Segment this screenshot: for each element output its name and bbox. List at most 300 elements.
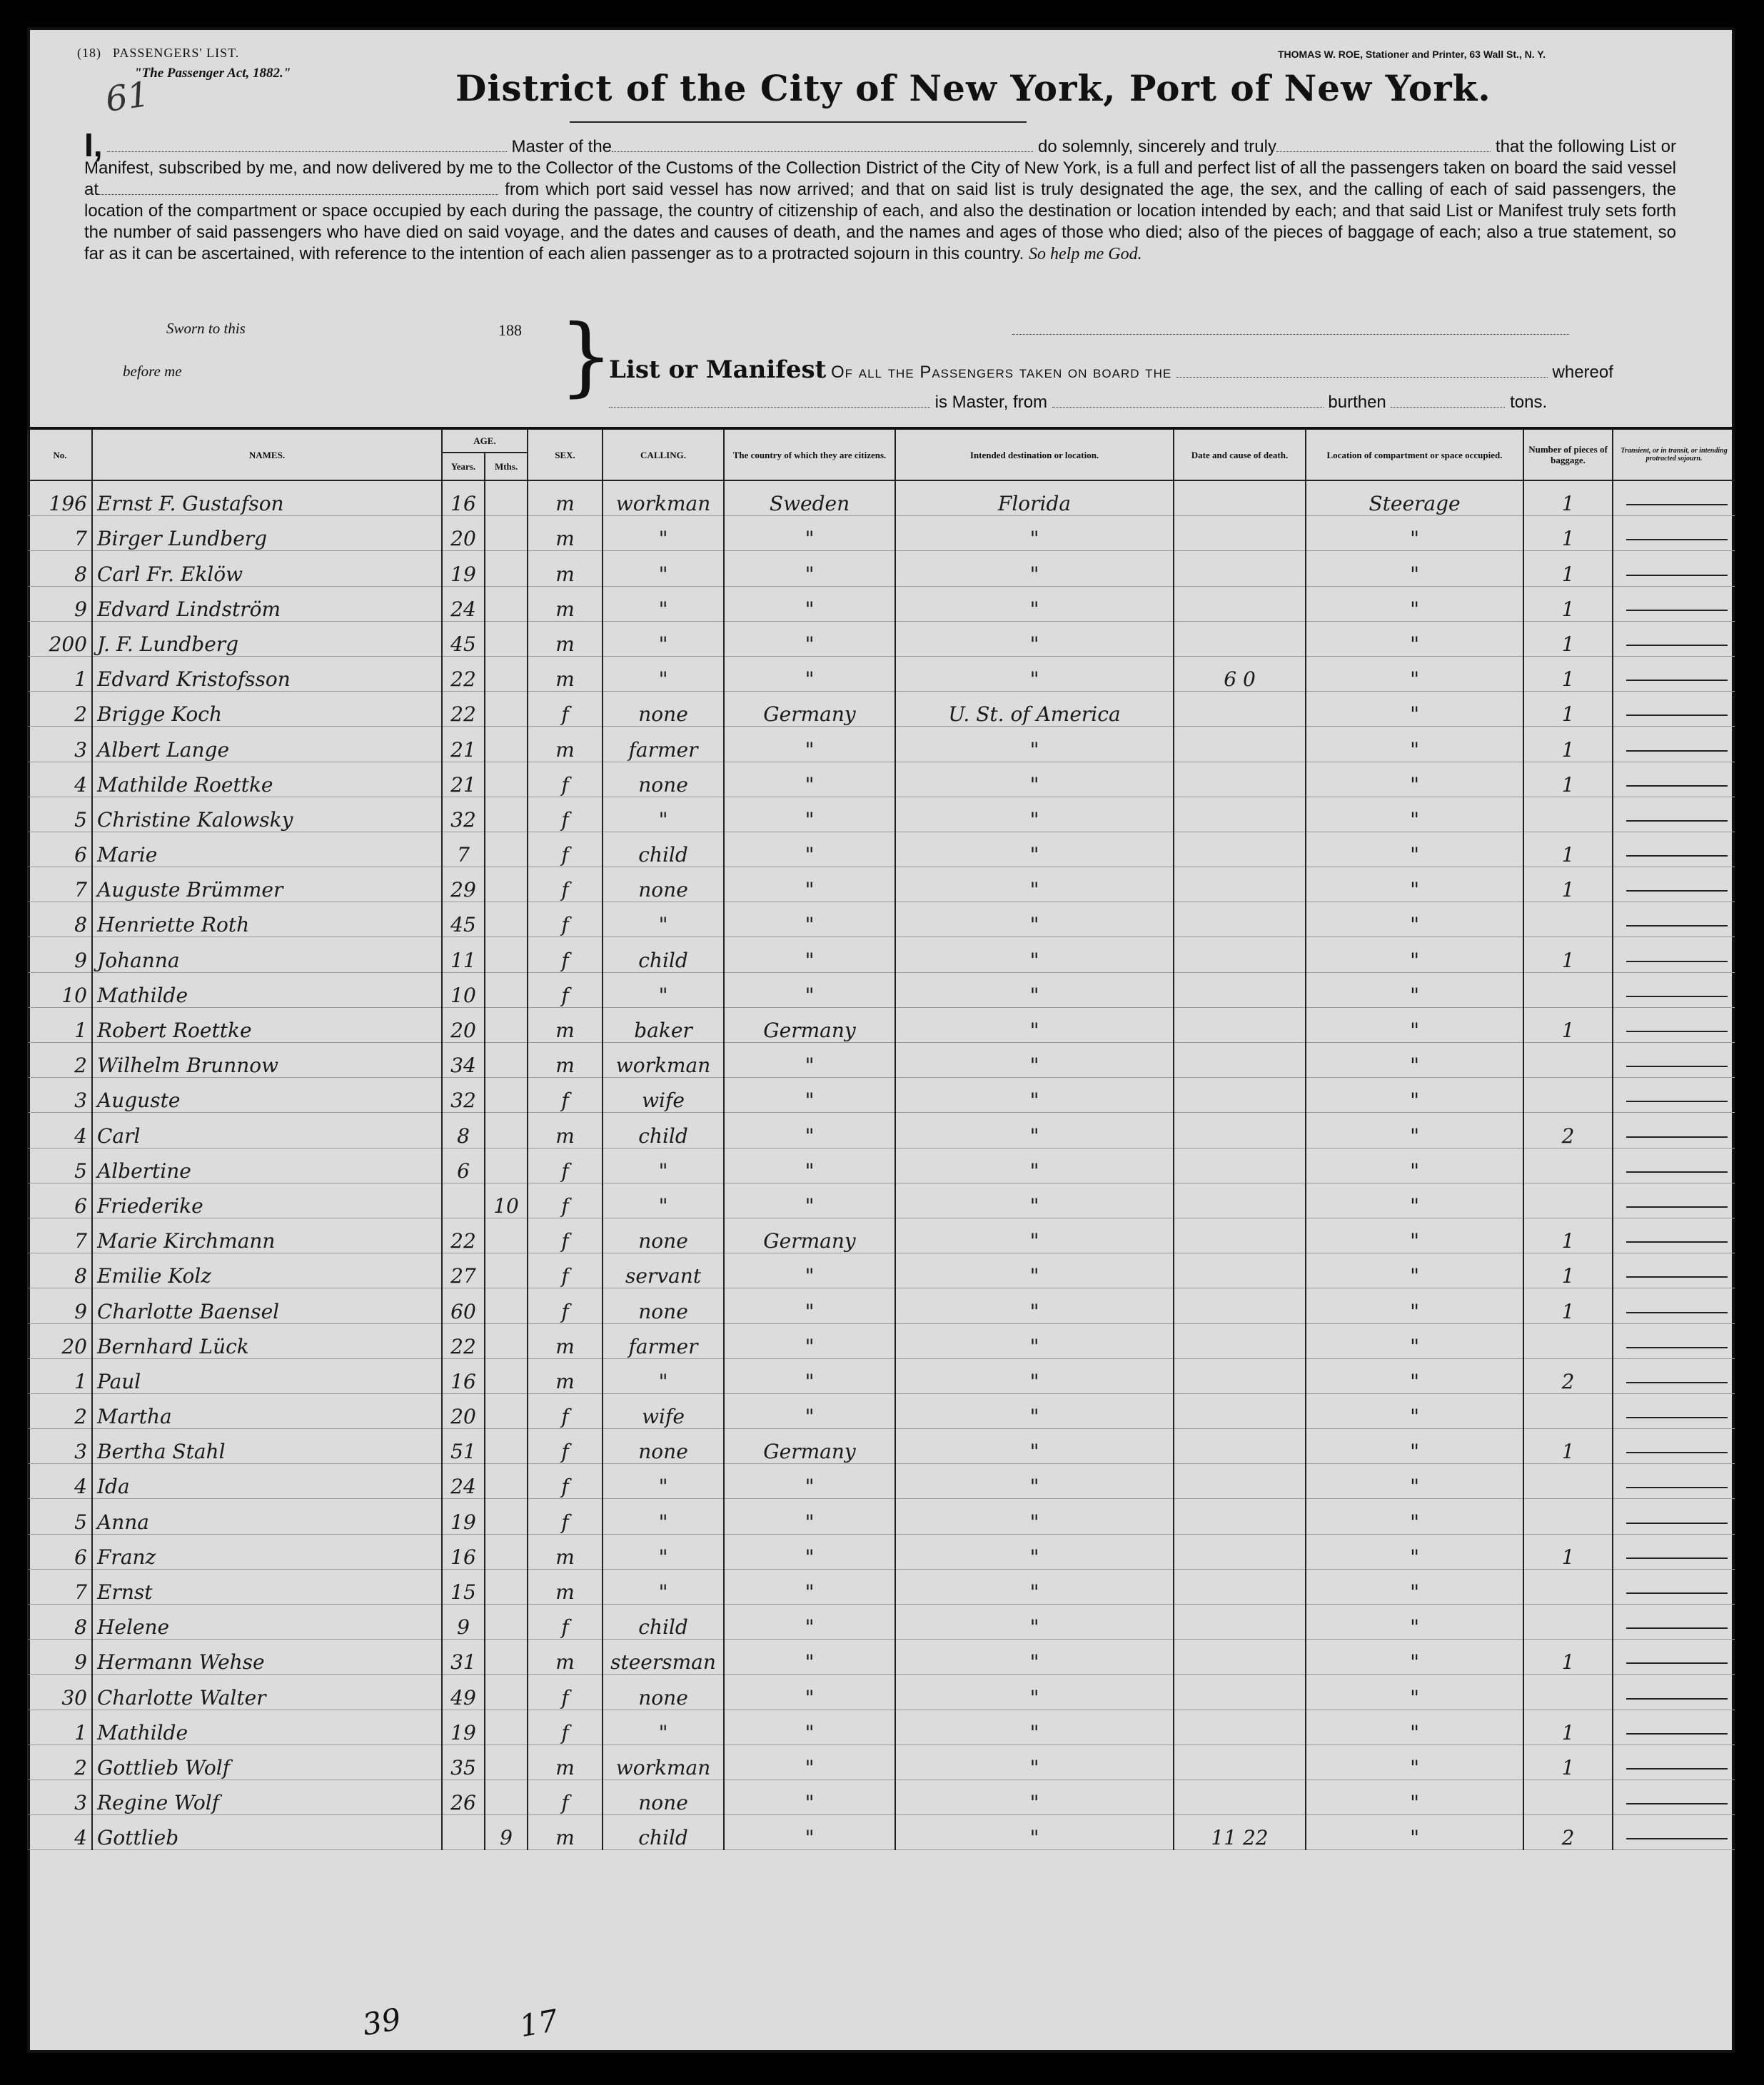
transient-mark <box>1613 621 1735 656</box>
sex: f <box>528 1253 603 1288</box>
destination: " <box>895 1078 1174 1113</box>
baggage-count <box>1523 902 1613 937</box>
death-info <box>1174 832 1306 867</box>
sex: f <box>528 1675 603 1710</box>
col-death: Date and cause of death. <box>1174 428 1306 480</box>
transient-dash <box>1626 539 1728 540</box>
destination: " <box>895 1640 1174 1675</box>
row-number: 8 <box>28 1605 92 1640</box>
country: " <box>724 621 895 656</box>
table-row <box>28 1148 1735 1183</box>
sex: m <box>528 1323 603 1358</box>
transient-dash <box>1626 504 1728 505</box>
calling: farmer <box>603 1323 724 1358</box>
table-row <box>28 1534 1735 1569</box>
sex: f <box>528 1393 603 1428</box>
death-info <box>1174 1218 1306 1253</box>
country: " <box>724 1675 895 1710</box>
table-row <box>28 1464 1735 1499</box>
baggage-count: 1 <box>1523 1218 1613 1253</box>
transient-dash <box>1626 1171 1728 1173</box>
row-number: 3 <box>28 727 92 762</box>
age-months <box>485 656 528 691</box>
transient-mark <box>1613 1779 1735 1814</box>
calling: none <box>603 1429 724 1464</box>
row-number: 1 <box>28 656 92 691</box>
row-number: 7 <box>28 1218 92 1253</box>
compartment: " <box>1306 1043 1523 1078</box>
transient-dash <box>1626 1417 1728 1418</box>
table-row <box>28 1569 1735 1604</box>
calling: " <box>603 516 724 551</box>
calling: none <box>603 1288 724 1323</box>
country: " <box>724 797 895 832</box>
sex: m <box>528 1534 603 1569</box>
destination: " <box>895 1007 1174 1042</box>
row-number: 9 <box>28 937 92 972</box>
country: " <box>724 937 895 972</box>
transient-mark <box>1613 1464 1735 1499</box>
death-info <box>1174 1464 1306 1499</box>
baggage-count: 1 <box>1523 516 1613 551</box>
compartment: " <box>1306 1499 1523 1534</box>
sex: f <box>528 762 603 797</box>
col-calling: CALLING. <box>603 428 724 480</box>
transient-dash <box>1626 1627 1728 1629</box>
age-years: 35 <box>442 1745 485 1779</box>
country: " <box>724 832 895 867</box>
calling: child <box>603 1815 724 1850</box>
transient-mark <box>1613 832 1735 867</box>
compartment: " <box>1306 1779 1523 1814</box>
transient-mark <box>1613 551 1735 586</box>
calling: " <box>603 586 724 621</box>
table-row <box>28 1113 1735 1148</box>
form-number: (18) <box>77 46 101 60</box>
baggage-count <box>1523 1393 1613 1428</box>
sex: f <box>528 832 603 867</box>
table-row <box>28 1218 1735 1253</box>
transient-dash <box>1626 1592 1728 1594</box>
compartment: " <box>1306 1183 1523 1218</box>
compartment: " <box>1306 867 1523 902</box>
passenger-name: J. F. Lundberg <box>92 621 442 656</box>
destination: " <box>895 1675 1174 1710</box>
death-info <box>1174 1043 1306 1078</box>
destination: U. St. of America <box>895 692 1174 727</box>
row-number: 8 <box>28 902 92 937</box>
oath-lead: I, <box>84 126 103 163</box>
col-mths: Mths. <box>485 453 528 480</box>
country: " <box>724 1815 895 1850</box>
death-info <box>1174 1745 1306 1779</box>
table-row <box>28 1429 1735 1464</box>
age-years: 51 <box>442 1429 485 1464</box>
destination: " <box>895 1815 1174 1850</box>
calling: workman <box>603 480 724 516</box>
row-number: 2 <box>28 1393 92 1428</box>
solemnly-label: do solemnly, sincerely and truly <box>1037 137 1276 156</box>
compartment: " <box>1306 762 1523 797</box>
age-months <box>485 1675 528 1710</box>
table-row <box>28 1393 1735 1428</box>
row-number: 6 <box>28 832 92 867</box>
destination: " <box>895 1569 1174 1604</box>
age-months <box>485 867 528 902</box>
row-number: 7 <box>28 516 92 551</box>
transient-dash <box>1626 1031 1728 1032</box>
destination: " <box>895 902 1174 937</box>
age-months <box>485 480 528 516</box>
from-port-blank <box>1052 393 1324 408</box>
passenger-name: Hermann Wehse <box>92 1640 442 1675</box>
death-info <box>1174 1640 1306 1675</box>
country: " <box>724 1323 895 1358</box>
col-destination: Intended destination or location. <box>895 428 1174 480</box>
transient-dash <box>1626 1558 1728 1559</box>
age-months <box>485 551 528 586</box>
transient-mark <box>1613 1288 1735 1323</box>
transient-dash <box>1626 575 1728 576</box>
row-number: 2 <box>28 1745 92 1779</box>
transient-dash <box>1626 1206 1728 1208</box>
transient-mark <box>1613 1534 1735 1569</box>
transient-mark <box>1613 1640 1735 1675</box>
sex: f <box>528 1078 603 1113</box>
transient-dash <box>1626 1662 1728 1664</box>
passenger-name: Mathilde Roettke <box>92 762 442 797</box>
transient-dash <box>1626 820 1728 822</box>
transient-mark <box>1613 656 1735 691</box>
compartment: " <box>1306 1323 1523 1358</box>
manifest-tons: tons. <box>1510 393 1548 412</box>
row-number: 7 <box>28 1569 92 1604</box>
country: " <box>724 1779 895 1814</box>
compartment: " <box>1306 1218 1523 1253</box>
compartment: " <box>1306 1605 1523 1640</box>
table-row <box>28 621 1735 656</box>
calling: none <box>603 762 724 797</box>
death-info <box>1174 1253 1306 1288</box>
destination: " <box>895 937 1174 972</box>
destination: " <box>895 972 1174 1007</box>
manifest-line-2 <box>609 393 1547 413</box>
passenger-name: Birger Lundberg <box>92 516 442 551</box>
country: " <box>724 516 895 551</box>
transient-dash <box>1626 1312 1728 1313</box>
passenger-name: Charlotte Baensel <box>92 1288 442 1323</box>
age-months <box>485 972 528 1007</box>
compartment: " <box>1306 1393 1523 1428</box>
compartment: Steerage <box>1306 480 1523 516</box>
transient-dash <box>1626 1487 1728 1488</box>
death-info <box>1174 727 1306 762</box>
destination: " <box>895 516 1174 551</box>
baggage-count: 1 <box>1523 832 1613 867</box>
age-years: 10 <box>442 972 485 1007</box>
death-info: 11 22 <box>1174 1815 1306 1850</box>
death-info <box>1174 516 1306 551</box>
transient-dash <box>1626 1768 1728 1770</box>
sex: f <box>528 937 603 972</box>
row-number: 7 <box>28 867 92 902</box>
table-row <box>28 937 1735 972</box>
age-years: 20 <box>442 1007 485 1042</box>
passenger-name: Charlotte Walter <box>92 1675 442 1710</box>
transient-dash <box>1626 1136 1728 1138</box>
destination: " <box>895 1148 1174 1183</box>
total-mark-left: 39 <box>360 2001 404 2043</box>
sex: m <box>528 1745 603 1779</box>
transient-dash <box>1626 961 1728 962</box>
sworn-year: 188 <box>498 321 522 339</box>
passenger-name: Carl Fr. Eklöw <box>92 551 442 586</box>
age-months <box>485 1358 528 1393</box>
passenger-name: Auguste <box>92 1078 442 1113</box>
destination: Florida <box>895 480 1174 516</box>
baggage-count: 1 <box>1523 656 1613 691</box>
sex: f <box>528 1779 603 1814</box>
age-years: 26 <box>442 1779 485 1814</box>
transient-dash <box>1626 1347 1728 1348</box>
compartment: " <box>1306 656 1523 691</box>
sex: f <box>528 797 603 832</box>
table-row <box>28 1815 1735 1850</box>
age-years: 22 <box>442 1323 485 1358</box>
sex: m <box>528 1569 603 1604</box>
age-years: 19 <box>442 1499 485 1534</box>
transient-mark <box>1613 1183 1735 1218</box>
calling: " <box>603 1534 724 1569</box>
calling: child <box>603 937 724 972</box>
before-me-label: before me <box>123 363 182 380</box>
death-info <box>1174 1779 1306 1814</box>
table-row <box>28 972 1735 1007</box>
transient-mark <box>1613 516 1735 551</box>
destination: " <box>895 1745 1174 1779</box>
age-years: 15 <box>442 1569 485 1604</box>
table-row <box>28 1710 1735 1745</box>
col-names: NAMES. <box>92 428 442 480</box>
destination: " <box>895 621 1174 656</box>
baggage-count: 2 <box>1523 1815 1613 1850</box>
age-years: 32 <box>442 797 485 832</box>
baggage-count: 1 <box>1523 1534 1613 1569</box>
country: " <box>724 1569 895 1604</box>
transient-mark <box>1613 1078 1735 1113</box>
row-number: 4 <box>28 1113 92 1148</box>
transient-mark <box>1613 1148 1735 1183</box>
death-info <box>1174 937 1306 972</box>
sex: f <box>528 1429 603 1464</box>
baggage-count <box>1523 1499 1613 1534</box>
death-info <box>1174 692 1306 727</box>
table-row <box>28 1253 1735 1288</box>
calling: workman <box>603 1043 724 1078</box>
baggage-count <box>1523 1183 1613 1218</box>
compartment: " <box>1306 1710 1523 1745</box>
sex: f <box>528 1499 603 1534</box>
transient-dash <box>1626 890 1728 892</box>
age-months <box>485 1569 528 1604</box>
sex: f <box>528 1148 603 1183</box>
calling: " <box>603 621 724 656</box>
passenger-name: Johanna <box>92 937 442 972</box>
table-row <box>28 551 1735 586</box>
death-info <box>1174 551 1306 586</box>
baggage-count: 1 <box>1523 867 1613 902</box>
transient-mark <box>1613 1253 1735 1288</box>
destination: " <box>895 1605 1174 1640</box>
destination: " <box>895 1253 1174 1288</box>
sex: m <box>528 1358 603 1393</box>
calling: child <box>603 832 724 867</box>
age-months <box>485 1218 528 1253</box>
transient-dash <box>1626 610 1728 611</box>
passenger-name: Albert Lange <box>92 727 442 762</box>
vessel-blank <box>612 137 1033 152</box>
row-number: 3 <box>28 1429 92 1464</box>
destination: " <box>895 727 1174 762</box>
sex: f <box>528 1605 603 1640</box>
table-row <box>28 480 1735 516</box>
country: " <box>724 1148 895 1183</box>
transient-dash <box>1626 855 1728 857</box>
calling: " <box>603 797 724 832</box>
transient-dash <box>1626 785 1728 787</box>
age-years: 45 <box>442 902 485 937</box>
destination: " <box>895 1183 1174 1218</box>
calling: steersman <box>603 1640 724 1675</box>
country: " <box>724 1640 895 1675</box>
manifest-is-master: is Master, from <box>934 393 1048 412</box>
compartment: " <box>1306 692 1523 727</box>
death-info <box>1174 1569 1306 1604</box>
sworn-brace: } <box>559 307 614 406</box>
country: Sweden <box>724 480 895 516</box>
transient-mark <box>1613 1499 1735 1534</box>
table-row <box>28 1605 1735 1640</box>
sex: f <box>528 1710 603 1745</box>
calling: none <box>603 692 724 727</box>
baggage-count <box>1523 1675 1613 1710</box>
compartment: " <box>1306 832 1523 867</box>
baggage-count: 1 <box>1523 621 1613 656</box>
compartment: " <box>1306 1745 1523 1779</box>
baggage-count: 1 <box>1523 727 1613 762</box>
transient-mark <box>1613 1569 1735 1604</box>
col-compartment: Location of compartment or space occupied. <box>1306 428 1523 480</box>
destination: " <box>895 1113 1174 1148</box>
signature-blank <box>1012 334 1569 335</box>
age-months <box>485 1113 528 1148</box>
country: " <box>724 1745 895 1779</box>
age-years: 20 <box>442 516 485 551</box>
country: " <box>724 1183 895 1218</box>
age-months <box>485 1288 528 1323</box>
compartment: " <box>1306 1288 1523 1323</box>
age-years: 16 <box>442 480 485 516</box>
death-info <box>1174 1499 1306 1534</box>
death-info <box>1174 972 1306 1007</box>
age-months <box>485 1078 528 1113</box>
passenger-name: Regine Wolf <box>92 1779 442 1814</box>
country: " <box>724 656 895 691</box>
baggage-count: 1 <box>1523 586 1613 621</box>
country: Germany <box>724 692 895 727</box>
death-info <box>1174 1710 1306 1745</box>
baggage-count: 1 <box>1523 1253 1613 1288</box>
row-number: 2 <box>28 1043 92 1078</box>
transient-mark <box>1613 1007 1735 1042</box>
table-row <box>28 1288 1735 1323</box>
manifest-burthen: burthen <box>1328 393 1386 412</box>
calling: " <box>603 1183 724 1218</box>
age-years: 45 <box>442 621 485 656</box>
age-months <box>485 902 528 937</box>
compartment: " <box>1306 1640 1523 1675</box>
death-info <box>1174 867 1306 902</box>
destination: " <box>895 832 1174 867</box>
manifest-sheet <box>27 27 1735 2053</box>
transient-dash <box>1626 1838 1728 1839</box>
death-info <box>1174 797 1306 832</box>
age-months <box>485 586 528 621</box>
baggage-count <box>1523 1078 1613 1113</box>
passenger-name: Bertha Stahl <box>92 1429 442 1464</box>
compartment: " <box>1306 972 1523 1007</box>
transient-dash <box>1626 1066 1728 1067</box>
destination: " <box>895 1393 1174 1428</box>
row-number: 6 <box>28 1183 92 1218</box>
table-row <box>28 1183 1735 1218</box>
ship-name-blank <box>1176 363 1548 378</box>
master-of-label: Master of the <box>511 137 613 156</box>
age-years: 22 <box>442 692 485 727</box>
passenger-name: Mathilde <box>92 1710 442 1745</box>
baggage-count: 1 <box>1523 1288 1613 1323</box>
compartment: " <box>1306 937 1523 972</box>
row-number: 2 <box>28 692 92 727</box>
manifest-whereof: whereof <box>1552 363 1613 382</box>
baggage-count <box>1523 972 1613 1007</box>
country: " <box>724 1464 895 1499</box>
baggage-count <box>1523 1779 1613 1814</box>
sex: m <box>528 516 603 551</box>
oath-paragraph <box>84 126 1677 265</box>
transient-dash <box>1626 1733 1728 1735</box>
row-number: 3 <box>28 1078 92 1113</box>
transient-dash <box>1626 1452 1728 1453</box>
row-number: 1 <box>28 1710 92 1745</box>
destination: " <box>895 1358 1174 1393</box>
calling: servant <box>603 1253 724 1288</box>
transient-dash <box>1626 1241 1728 1243</box>
row-number: 9 <box>28 586 92 621</box>
compartment: " <box>1306 902 1523 937</box>
compartment: " <box>1306 1113 1523 1148</box>
death-info <box>1174 1078 1306 1113</box>
age-years: 9 <box>442 1605 485 1640</box>
compartment: " <box>1306 1148 1523 1183</box>
baggage-count <box>1523 1148 1613 1183</box>
transient-dash <box>1626 1803 1728 1804</box>
age-years: 7 <box>442 832 485 867</box>
col-age: AGE. <box>442 428 528 453</box>
country: " <box>724 1710 895 1745</box>
row-number: 200 <box>28 621 92 656</box>
calling: child <box>603 1113 724 1148</box>
